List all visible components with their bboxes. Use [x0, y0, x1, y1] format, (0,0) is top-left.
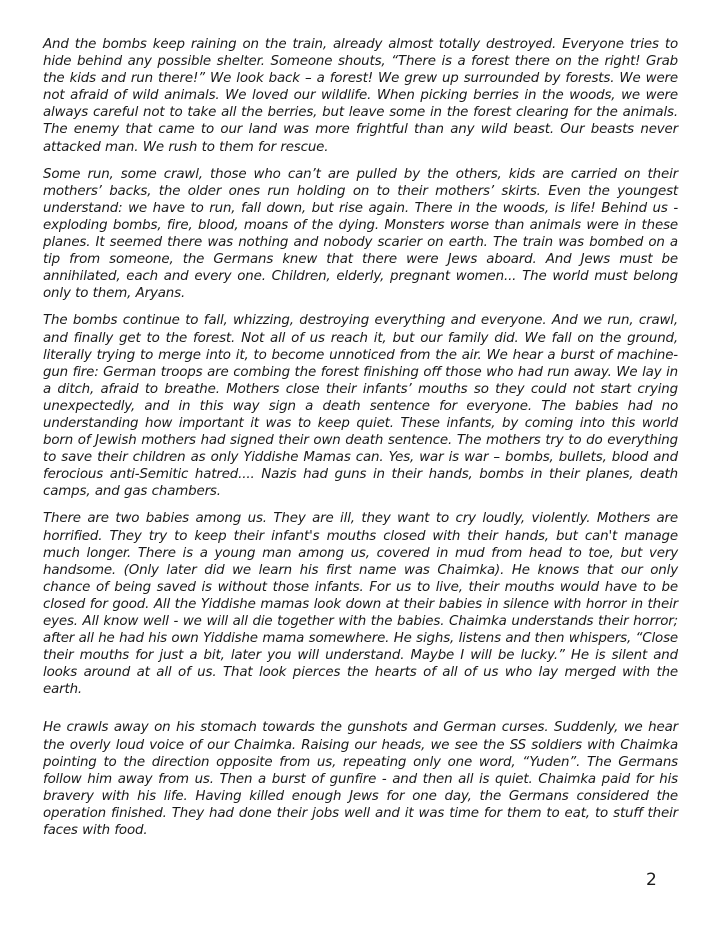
- paragraph-two-babies: There are two babies among us. They are ill, they want to cry loudly, violently. Mothers are horrified. They try to keep their infant's mouths closed with their hands, but can't manage much longer. There is a young man among us, covered in mud from head to toe, but very handsome. (Only later did we learn his first name was Chaimka). He knows that our only chance of being saved is without those infants. For us to live, their mouths would have to be closed for good. All the Yiddishe mamas look down at their babies in silence with horror in their eyes. All know well - we will all die together with the babies. Chaimka understands their horror; after all he had his own Yiddishe mama somewhere. He sighs, listens and then whispers, “Close their mouths for just a bit, later you will understand. Maybe I will be lucky.” He is silent and looks around at all of us. That look pierces the hearts of all of us who lay merged with the earth.: [43, 511, 678, 698]
- paragraph-train-bombing: And the bombs keep raining on the train, already almost totally destroyed. Everyone tries to hide behind any possible shelter. Someone shouts, “There is a forest there on the right! Grab the kids and run there!” We look back – a forest! We grew up surrounded by forests. We were not afraid of wild animals. We loved our wildlife. When picking berries in the woods, we were always careful not to take all the berries, but leave some in the forest clearing for the animals. The enemy that came to our land was more frightful than any wild beast. Our beasts never attacked man. We rush to them for rescue.: [43, 37, 678, 155]
- paragraph-escape-to-forest: Some run, some crawl, those who can’t are pulled by the others, kids are carried on their mothers’ backs, the older ones run holding on to their mothers’ skirts. Even the youngest understand: we have to run, fall down, but rise again. There in the woods, is life! Behind us - exploding bombs, fire, blood, moans of the dying. Monsters worse than animals were in these planes. It seemed there was nothing and nobody scarier on earth. The train was bombed on a tip from someone, the Germans knew that there were Jews aboard. And Jews must be annihilated, each and every one. Children, elderly, pregnant women... The world must belong only to them, Aryans.: [43, 166, 678, 302]
- paragraph-chaimka-sacrifice: He crawls away on his stomach towards the gunshots and German curses. Suddenly, we hear the overly loud voice of our Chaimka. Raising our heads, we see the SS soldiers with Chaimka pointing to the direction opposite from us, repeating only one word, “Yuden”. The Germans follow him away from us. Then a burst of gunfire - and then all is quiet. Chaimka paid for his bravery with his life. Having killed enough Jews for one day, the Germans considered the operation finished. They had done their jobs well and it was time for them to eat, to stuff their faces with food.: [43, 720, 678, 839]
- paragraph-hiding-in-forest: The bombs continue to fall, whizzing, destroying everything and everyone. And we run, crawl, and finally get to the forest. Not all of us reach it, but our family did. We fall on the ground, literally trying to merge into it, to become unnoticed from the air. We hear a burst of machine-gun fire: German troops are combing the forest finishing off those who had run away. We lay in a ditch, afraid to breathe. Mothers close their infants’ mouths so they could not start crying unexpectedly, and in this way sign a death sentence for everyone. The babies had no understanding how important it was to keep quiet. These infants, by coming into this world born of Jewish mothers had signed their own death sentence. The mothers try to do everything to save their children as only Yiddishe Mamas can. Yes, war is war – bombs, bullets, blood and ferocious anti-Semitic hatred.... Nazis had guns in their hands, bombs in their planes, death camps, and gas chambers.: [43, 313, 678, 500]
- document-page: [43, 36, 678, 849]
- page-number: 2: [646, 870, 657, 890]
